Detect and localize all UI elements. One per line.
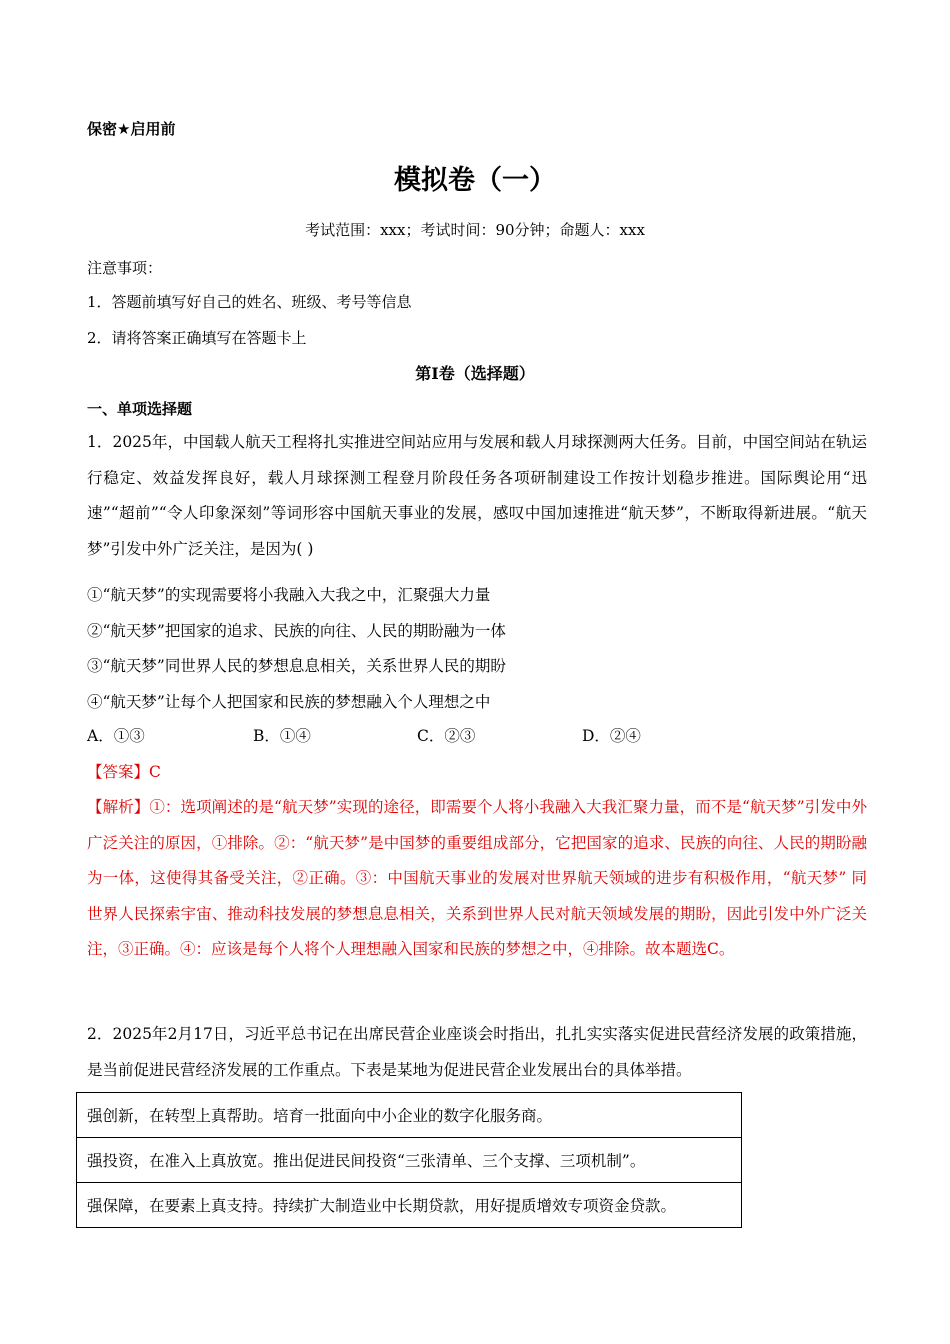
note-item-1: 1．答题前填写好自己的姓名、班级、考号等信息 [87, 293, 412, 311]
part-title: 第I卷（选择题） [415, 364, 535, 383]
table-cell: 强投资，在准入上真放宽。推出促进民间投资“三张清单、三个支撑、三项机制”。 [77, 1138, 742, 1183]
statement-4: ④“航天梦”让每个人把国家和民族的梦想融入个人理想之中 [87, 693, 491, 711]
exam-info: 考试范围：xxx；考试时间：90分钟；命题人：xxx [305, 221, 645, 239]
analysis-label: 【解析】 [87, 798, 150, 816]
section-heading: 一、单项选择题 [87, 400, 193, 418]
analysis-block [87, 790, 867, 968]
measures-table [76, 1092, 742, 1228]
secret-label: 保密★启用前 [87, 120, 176, 138]
page-title: 模拟卷（一） [394, 165, 556, 196]
statement-1: ①“航天梦”的实现需要将小我融入大我之中，汇聚强大力量 [87, 586, 491, 604]
answer-line [87, 760, 161, 782]
note-item-2: 2．请将答案正确填写在答题卡上 [87, 329, 307, 347]
table-row [77, 1183, 742, 1228]
option-b: B．①④ [253, 727, 311, 745]
statement-2: ②“航天梦”把国家的追求、民族的向往、人民的期盼融为一体 [87, 622, 506, 640]
question-2-stem: 2．2025年2月17日，习近平总书记在出席民营企业座谈会时指出，扎扎实实落实促进民营经济发展的政策措施，是当前促进民营经济发展的工作重点。下表是某地为促进民营企业发展出台的具体举措。 [87, 1025, 867, 1079]
option-c: C．②③ [417, 727, 476, 745]
answer-label: 【答案】 [87, 763, 150, 781]
option-d: D．②④ [582, 727, 641, 745]
table-row [77, 1093, 742, 1138]
question-1-stem: 1．2025年，中国载人航天工程将扎实推进空间站应用与发展和载人月球探测两大任务。目前，中国空间站在轨运行稳定、效益发挥良好，载人月球探测工程登月阶段任务各项研制建设工作按计划稳步推进。国际舆论用“迅速”“超前”“令人印象深刻”等词形容中国航天事业的发展，感叹中国加速推进“航天梦”，不断取得新进展。“航天梦”引发中外广泛关注，是因为( ) [87, 433, 867, 558]
table-cell: 强创新，在转型上真帮助。培育一批面向中小企业的数字化服务商。 [77, 1093, 742, 1138]
table-cell: 强保障，在要素上真支持。持续扩大制造业中长期贷款，用好提质增效专项资金贷款。 [77, 1183, 742, 1228]
statement-3: ③“航天梦”同世界人民的梦想息息相关，关系世界人民的期盼 [87, 657, 506, 675]
table-row [77, 1138, 742, 1183]
option-a: A．①③ [87, 727, 145, 745]
analysis-text: ①：选项阐述的是“航天梦”实现的途径，即需要个人将小我融入大我汇聚力量，而不是“航天梦”引发中外广泛关注的原因，①排除。②：“航天梦”是中国梦的重要组成部分，它把国家的追求、民族的向往、人民的期盼融为一体，这使得其备受关注，②正确。③：中国航天事业的发展对世界航天领域的进步有积极作用，“航天梦” 同世界人民探索宇宙、推动科技发展的梦想息息相关，关系到世界人民对航天领域发展的期盼，因此引发中外广泛关注，③正确。④：应该是每个人将个人理想融入国家和民族的梦想之中，④排除。故本题选C。 [87, 798, 867, 958]
answer-value: C [149, 763, 161, 781]
notes-heading: 注意事项： [87, 259, 163, 277]
